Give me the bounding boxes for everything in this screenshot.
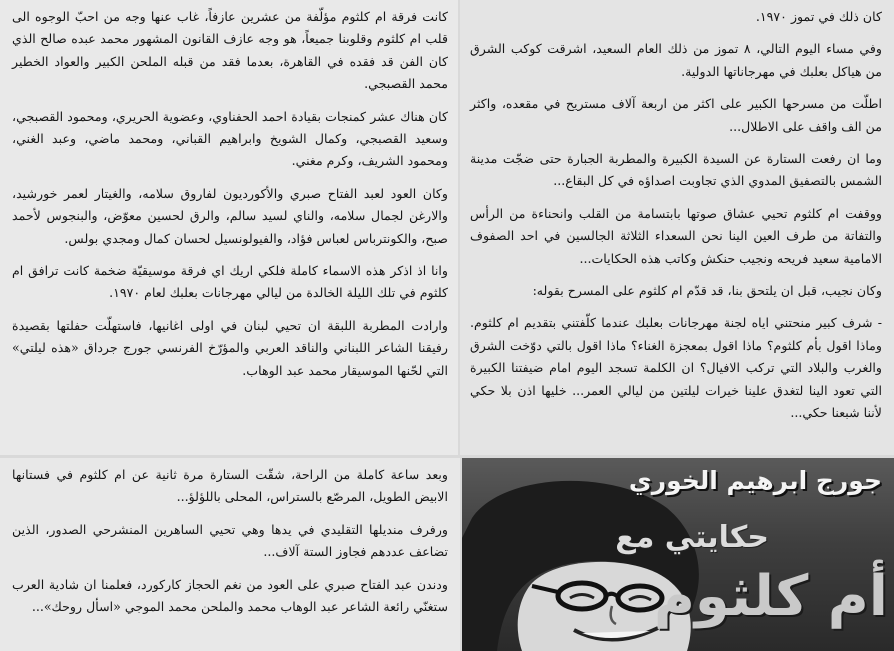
paragraph: اطلّت من مسرحها الكبير على اكثر من اربعة آلاف مستريح في مقعده، واكثر من الف واقف على الاطلال... <box>470 96 882 134</box>
paragraph: وبعد ساعة كاملة من الراحة، شقّت الستارة مرة ثانية عن ام كلثوم في فستانها الابيض الطويل، المرصّع بالستراس، المحلى باللؤلؤ... <box>12 467 448 505</box>
page-text-bottom <box>12 464 448 628</box>
paragraph: كان هناك عشر كمنجات بقيادة احمد الحفناوي، وعضوية الحريري، ومحمود القصبجي، وسعيد القصبجي، وكمال الشويخ وابراهيم القباني، ومحمد ماضي، وعبد الغني، ومحمود الشريف، وكرم مغني. <box>12 108 448 169</box>
paragraph: كانت فرقة ام كلثوم مؤلّفة من عشرين عازفاً، غاب عنها وجه من احبّ الوجوه الى قلب ام كلثوم وقلوبنا جميعاً، هو وجه عازف القانون المشهور محمد عبده صالح الذي كان الفن قد فقده في القاهرة، بعدما فقد من قبله الملحن الكبير والعواد الخطير محمد القصبجي. <box>12 9 448 92</box>
paragraph: وفي مساء اليوم التالي، ٨ تموز من ذلك العام السعيد، اشرقت كوكب الشرق من هياكل بعلبك في مهرجاناتها الدولية. <box>470 41 882 79</box>
book-page-left <box>0 0 458 455</box>
paragraph: ودندن عبد الفتاح صبري على العود من نغم الحجاز كاركورد، فعلمنا ان شادية العرب ستغنّي رائعة الشاعر عبد الوهاب محمد والملحن محمد الموجي «اسأل روحك»... <box>12 576 448 615</box>
paragraph: وارادت المطربة اللبقة ان تحيي لبنان في اولى اغانيها، فاستهلّت حفلتها بقصيدة رفيقنا الشاعر اللبناني والناقد العربي والمؤرّخ الفرنسي جورج جرداق «هذه ليلتي» التي لحّنها الموسيقار محمد عبد الوهاب. <box>12 317 448 378</box>
cover-author: جورج ابرهيم الخوري <box>628 466 882 495</box>
cover-title-line2: أم كلثوم <box>653 564 888 629</box>
paragraph: وانا اذ اذكر هذه الاسماء كاملة فلكي اريك اي فرقة موسيقيّة ضخمة كانت ترافق ام كلثوم في تلك الليلة الخالدة من ليالي مهرجانات بعلبك لعام ١٩٧٠. <box>12 263 448 301</box>
paragraph: ورفرف منديلها التقليدي في يدها وهي تحيي الساهرين المنشرحي الصدور، الذين تضاعف عددهم فجاوز الستة آلاف... <box>12 521 448 560</box>
paragraph: وكان العود لعبد الفتاح صبري والأكورديون لفاروق سلامه، والغيتار لعمر خورشيد، والارغن لجمال سلامه، والناي لسيد سالم، والرق لحسين معوّض، والبنجوس لأحمد صبح، والكونترباس لعباس فؤاد، والفيولونسيل لحسان كمال ومجدي بولس. <box>12 185 448 246</box>
page-text-right <box>470 6 882 435</box>
paragraph: - شرف كبير منحتني اياه لجنة مهرجانات بعلبك عندما كلّفتني بتقديم ام كلثوم. وماذا اقول بأم كلثوم؟ ماذا اقول بمعجزة الغناء؟ ماذا اقول بالتي دوّخت الشرق والغرب والبلاد التي تركب الافيال؟ ان الكلمة تسجد اليوم امام ضيفتنا الكبيرة التي تعود الينا لتغدق علينا خيرات ليلتين من ليالي العمر... خليها اذن بلا حكي لأننا شبعنا حكي... <box>470 315 882 421</box>
paragraph: وما ان رفعت الستارة عن السيدة الكبيرة والمطربة الجبارة حتى ضجّت مدينة الشمس بالتصفيق المدوي الذي تجاوبت اصداؤه في كل البقاع... <box>470 151 882 189</box>
paragraph: وكان نجيب، قبل ان يلتحق بنا، قد قدّم ام كلثوم على المسرح بقوله: <box>532 283 882 299</box>
paragraph: ووقفت ام كلثوم تحيي عشاق صوتها بابتسامة من القلب وانحناءة من الرأس والتفاتة من طرف العين الينا نحن السعداء الثلاثة الجالسين في احد الصفوف الامامية سعيد فريحه ونجيب حنكش وكاتب هذه الحكايات... <box>470 205 882 266</box>
book-page-bottom <box>0 458 460 651</box>
page-text-left <box>12 6 448 392</box>
book-cover <box>462 458 894 651</box>
book-page-right <box>460 0 894 455</box>
paragraph: كان ذلك في تموز ١٩٧٠. <box>755 9 882 24</box>
cover-title-line1: حكايتي مع <box>615 520 769 555</box>
